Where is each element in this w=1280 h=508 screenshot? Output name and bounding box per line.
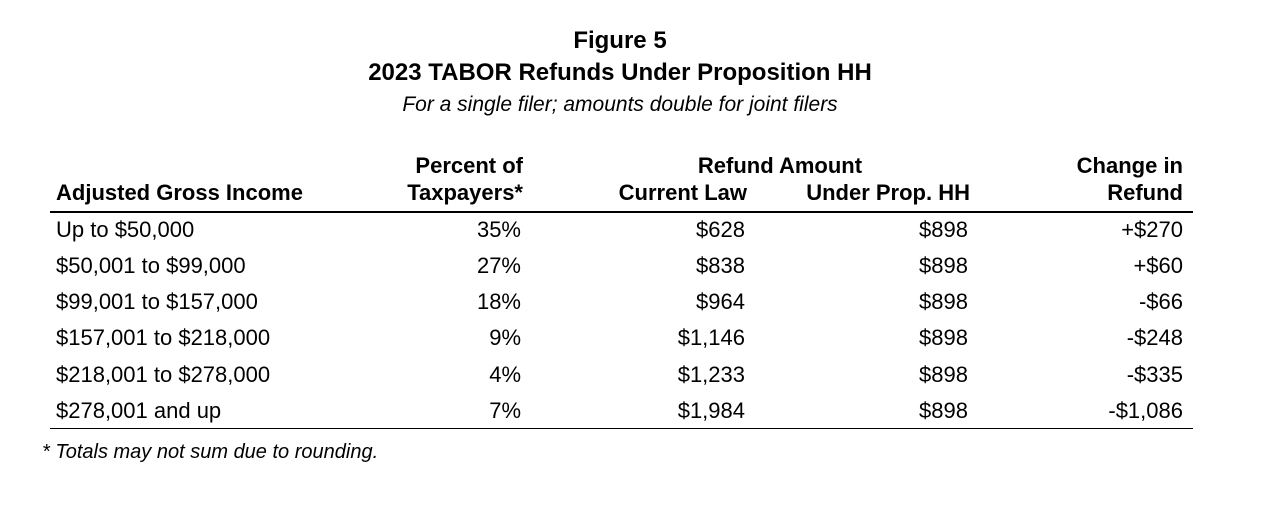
cell-under-prop: $898 bbox=[919, 289, 968, 314]
cell-percent: 7% bbox=[489, 398, 521, 423]
header-change-line2: Refund bbox=[1107, 180, 1183, 205]
cell-income: $278,001 and up bbox=[56, 398, 222, 423]
cell-current-law: $1,146 bbox=[677, 325, 745, 350]
table-bottom-rule bbox=[50, 428, 1193, 429]
figure-title: 2023 TABOR Refunds Under Proposition HH bbox=[368, 59, 872, 86]
header-rule bbox=[50, 211, 1193, 213]
header-percent-line2: Taxpayers* bbox=[407, 180, 523, 205]
cell-under-prop: $898 bbox=[919, 253, 968, 278]
table-row bbox=[0, 215, 1280, 251]
cell-change: -$335 bbox=[1126, 362, 1183, 387]
cell-income: $50,001 to $99,000 bbox=[56, 253, 246, 278]
cell-under-prop: $898 bbox=[919, 217, 968, 242]
cell-income: $218,001 to $278,000 bbox=[56, 362, 271, 387]
cell-current-law: $1,233 bbox=[677, 362, 745, 387]
cell-change: +$270 bbox=[1121, 217, 1183, 242]
cell-percent: 4% bbox=[489, 362, 521, 387]
figure-label: Figure 5 bbox=[573, 27, 667, 54]
header-income: Adjusted Gross Income bbox=[56, 180, 303, 205]
cell-under-prop: $898 bbox=[919, 362, 968, 387]
cell-income: Up to $50,000 bbox=[56, 217, 195, 242]
cell-change: -$248 bbox=[1126, 325, 1183, 350]
cell-percent: 27% bbox=[476, 253, 521, 278]
figure-subtitle: For a single filer; amounts double for joint filers bbox=[402, 93, 838, 116]
cell-percent: 9% bbox=[489, 325, 521, 350]
header-refund-amount: Refund Amount bbox=[697, 153, 863, 178]
cell-percent: 18% bbox=[476, 289, 521, 314]
cell-change: -$66 bbox=[1138, 289, 1183, 314]
header-under-prop-hh: Under Prop. HH bbox=[806, 180, 970, 205]
cell-percent: 35% bbox=[476, 217, 521, 242]
cell-current-law: $838 bbox=[696, 253, 745, 278]
cell-current-law: $1,984 bbox=[677, 398, 745, 423]
table-row bbox=[0, 396, 1280, 432]
table-row bbox=[0, 287, 1280, 323]
header-percent-line1: Percent of bbox=[415, 153, 523, 178]
cell-change: +$60 bbox=[1133, 253, 1183, 278]
table-row bbox=[0, 251, 1280, 287]
table-row bbox=[0, 323, 1280, 359]
cell-income: $157,001 to $218,000 bbox=[56, 325, 271, 350]
table-row bbox=[0, 360, 1280, 396]
cell-income: $99,001 to $157,000 bbox=[56, 289, 258, 314]
cell-change: -$1,086 bbox=[1108, 398, 1183, 423]
cell-current-law: $628 bbox=[696, 217, 745, 242]
header-change-line1: Change in bbox=[1076, 153, 1183, 178]
cell-current-law: $964 bbox=[696, 289, 745, 314]
cell-under-prop: $898 bbox=[919, 398, 968, 423]
cell-under-prop: $898 bbox=[919, 325, 968, 350]
header-current-law: Current Law bbox=[618, 180, 747, 205]
footnote: * Totals may not sum due to rounding. bbox=[42, 441, 379, 463]
